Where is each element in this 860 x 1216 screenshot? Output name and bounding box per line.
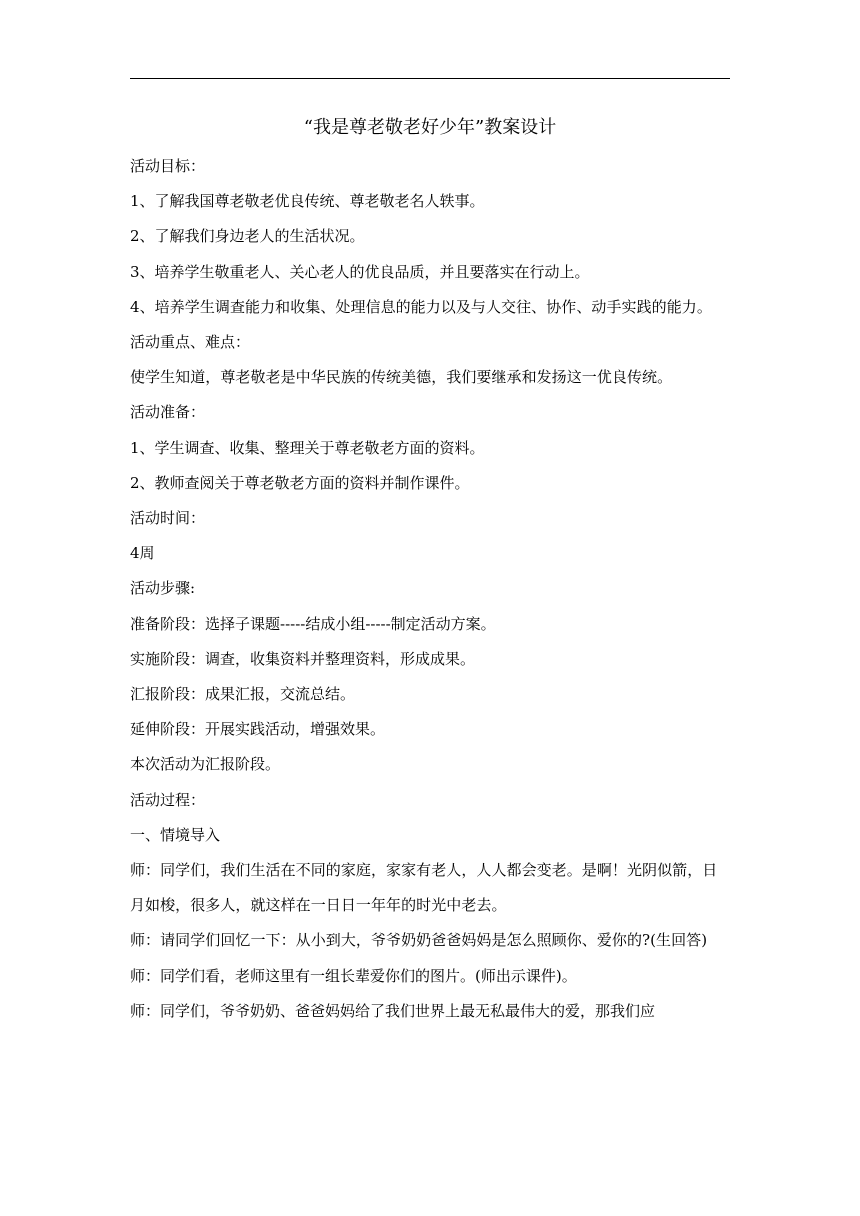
document-title: “我是尊老敬老好少年”教案设计: [303, 117, 557, 138]
teacher-dialogue: 师：同学们，爷爷奶奶、爸爸妈妈给了我们世界上最无私最伟大的爱，那我们应: [130, 1001, 656, 1020]
section-heading-key-points: 活动重点、难点：: [130, 333, 251, 352]
current-stage-note: 本次活动为汇报阶段。: [130, 755, 281, 774]
process-subheading: 一、情境导入: [130, 825, 221, 844]
section-heading-preparation: 活动准备：: [130, 403, 206, 422]
goal-item: 1、了解我国尊老敬老优良传统、尊老敬老名人轶事。: [130, 192, 485, 211]
key-points-text: 使学生知道，尊老敬老是中华民族的传统美德，我们要继承和发扬这一优良传统。: [130, 368, 673, 387]
teacher-dialogue: 师：同学们看，老师这里有一组长辈爱你们的图片。(师出示课件)。: [130, 966, 577, 985]
preparation-item: 2、教师查阅关于尊老敬老方面的资料并制作课件。: [130, 473, 470, 492]
teacher-dialogue: 师：请同学们回忆一下：从小到大，爷爷奶奶爸爸妈妈是怎么照顾你、爱你的?(生回答): [130, 931, 708, 950]
step-item: 延伸阶段：开展实践活动，增强效果。: [130, 720, 386, 739]
goal-item: 4、培养学生调查能力和收集、处理信息的能力以及与人交往、协作、动手实践的能力。: [130, 297, 712, 316]
time-value: 4周: [130, 544, 155, 563]
section-heading-time: 活动时间：: [130, 509, 206, 528]
section-heading-process: 活动过程：: [130, 790, 206, 809]
header-rule: [130, 78, 730, 79]
step-item: 实施阶段：调查，收集资料并整理资料，形成成果。: [130, 649, 476, 668]
document-body: [130, 149, 730, 1029]
section-heading-steps: 活动步骤:: [130, 579, 196, 598]
goal-item: 2、了解我们身边老人的生活状况。: [130, 227, 365, 246]
preparation-item: 1、学生调查、收集、整理关于尊老敬老方面的资料。: [130, 438, 485, 457]
teacher-dialogue: 师：同学们，我们生活在不同的家庭，家家有老人，人人都会变老。是啊！光阴似箭，日月如梭，很多人，就这样在一日日一年年的时光中老去。: [130, 861, 718, 915]
goal-item: 3、培养学生敬重老人、关心老人的优良品质，并且要落实在行动上。: [130, 262, 590, 281]
section-heading-goals: 活动目标：: [130, 157, 206, 175]
step-item: 汇报阶段：成果汇报，交流总结。: [130, 685, 356, 704]
step-item: 准备阶段：选择子课题-----结成小组-----制定活动方案。: [130, 614, 496, 633]
